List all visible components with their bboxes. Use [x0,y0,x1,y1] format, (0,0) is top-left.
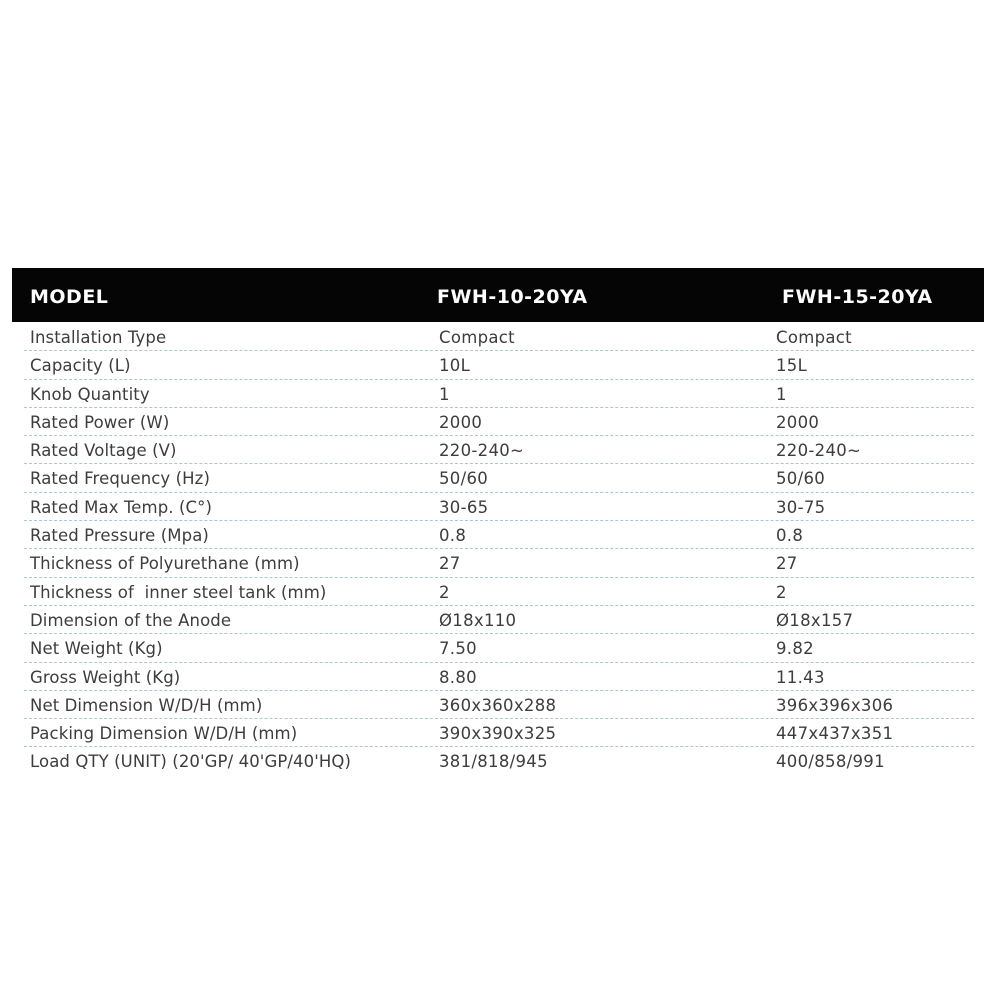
table-row [24,747,974,774]
row-value-model-1: 30-65 [439,497,489,517]
row-value-model-2: 15L [776,356,808,376]
row-label: Installation Type [30,328,167,347]
row-value-model-1: 1 [439,384,450,404]
row-value-model-1: Ø18x110 [439,610,517,630]
row-label: Thickness of Polyurethane (mm) [30,554,300,574]
row-label: Gross Weight (Kg) [30,667,181,687]
row-value-model-2: 220-240~ [776,441,862,461]
table-row [24,323,974,351]
row-value-model-2: Ø18x157 [776,610,854,630]
spec-table [12,268,984,775]
row-value-model-1: 10L [439,356,471,376]
table-row [24,408,974,436]
row-value-model-1: 390x390x325 [439,724,557,744]
row-label: Rated Voltage (V) [30,441,177,461]
row-value-model-2: Compact [776,328,852,347]
row-label: Capacity (L) [30,356,131,376]
table-row [24,578,974,606]
table-row [24,719,974,747]
row-value-model-1: 27 [439,554,461,574]
row-value-model-2: 30-75 [776,497,826,517]
row-label: Packing Dimension W/D/H (mm) [30,724,298,744]
table-row [24,663,974,691]
row-value-model-2: 27 [776,554,798,574]
table-header [12,268,984,322]
row-label: Rated Power (W) [30,412,170,432]
row-value-model-2: 400/858/991 [776,752,885,772]
table-body [12,323,984,775]
row-value-model-1: 50/60 [439,469,489,489]
row-label: Thickness of inner steel tank (mm) [30,582,327,602]
table-row [24,606,974,634]
row-value-model-1: 360x360x288 [439,695,557,715]
table-row [24,351,974,379]
row-value-model-2: 2 [776,582,787,602]
table-row [24,493,974,521]
header-model-fwh-10: FWH-10-20YA [437,286,588,308]
row-value-model-1: 220-240~ [439,441,525,461]
table-row [24,691,974,719]
row-value-model-2: 1 [776,384,787,404]
header-model-label: MODEL [30,286,109,308]
table-row [24,521,974,549]
row-value-model-1: 8.80 [439,667,477,687]
row-value-model-1: Compact [439,328,515,347]
row-value-model-2: 447x437x351 [776,724,894,744]
table-row [24,436,974,464]
table-row [24,464,974,492]
table-row [24,634,974,662]
header-model-fwh-15: FWH-15-20YA [782,286,933,308]
row-value-model-2: 50/60 [776,469,826,489]
row-value-model-2: 9.82 [776,639,814,659]
row-value-model-1: 2000 [439,412,483,432]
row-value-model-2: 396x396x306 [776,695,894,715]
table-row [24,549,974,577]
row-label: Rated Max Temp. (C°) [30,497,213,517]
row-value-model-1: 0.8 [439,526,467,546]
row-value-model-2: 2000 [776,412,820,432]
row-label: Knob Quantity [30,384,150,404]
row-label: Net Dimension W/D/H (mm) [30,695,263,715]
row-label: Net Weight (Kg) [30,639,163,659]
row-value-model-1: 7.50 [439,639,477,659]
table-row [24,380,974,408]
row-label: Load QTY (UNIT) (20'GP/ 40'GP/40'HQ) [30,752,351,772]
row-value-model-2: 11.43 [776,667,825,687]
row-value-model-2: 0.8 [776,526,804,546]
row-value-model-1: 2 [439,582,450,602]
row-label: Rated Pressure (Mpa) [30,526,209,546]
row-value-model-1: 381/818/945 [439,752,548,772]
row-label: Rated Frequency (Hz) [30,469,210,489]
row-label: Dimension of the Anode [30,610,232,630]
